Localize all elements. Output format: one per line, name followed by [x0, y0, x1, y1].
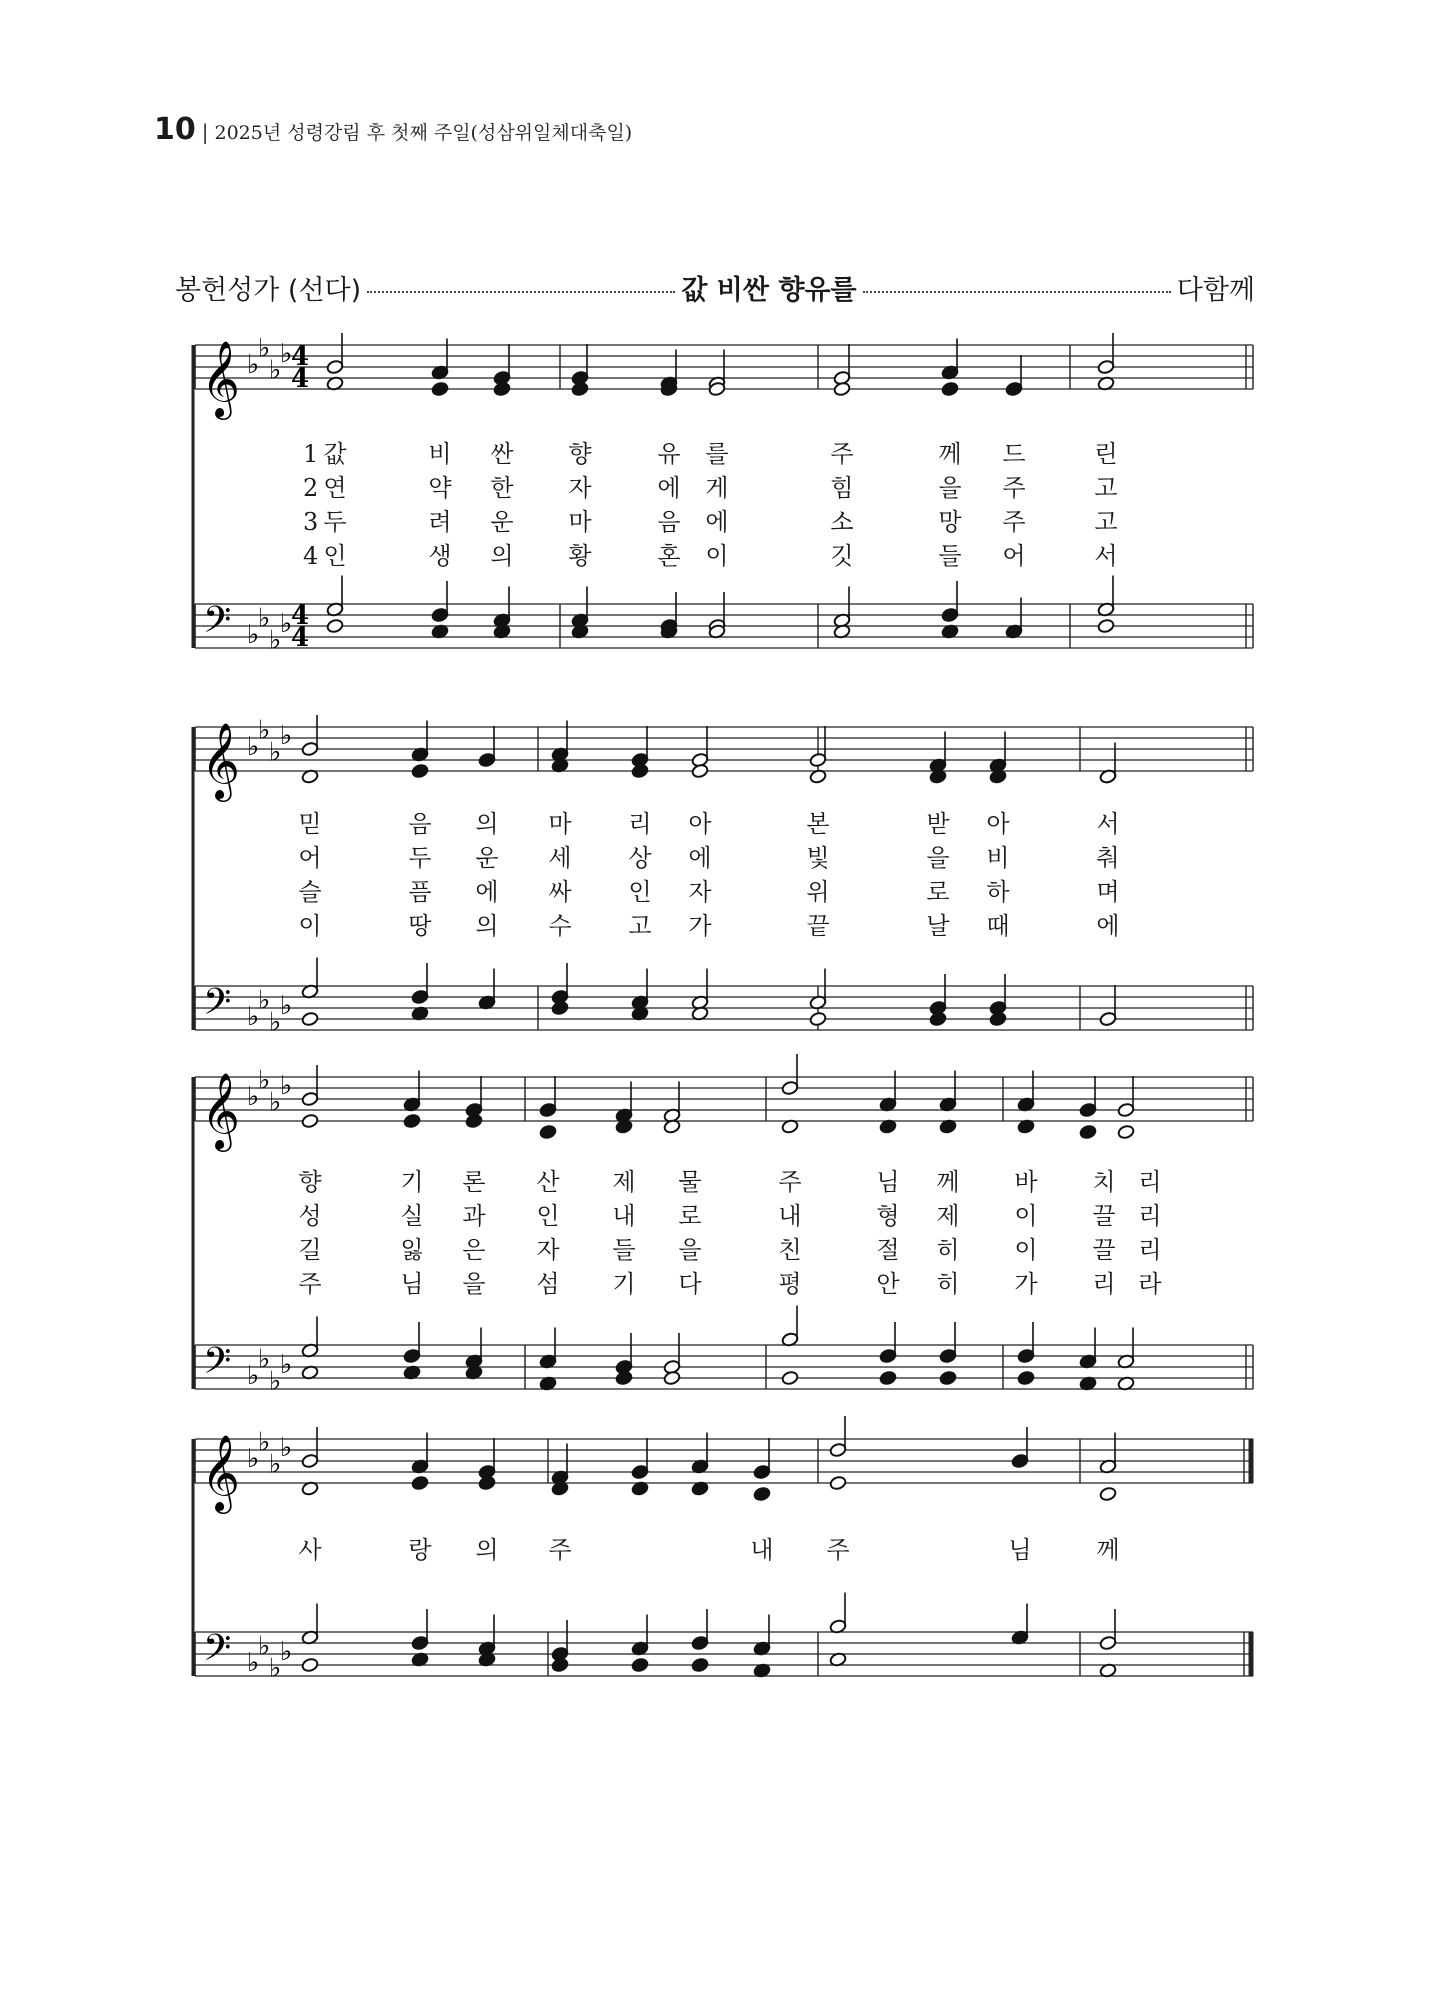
- lyric-syllable: 린: [1094, 440, 1118, 468]
- lyric-syllable: 절: [876, 1236, 900, 1264]
- lyric-syllable: 리: [1138, 1236, 1162, 1264]
- lyric-syllable: 제: [612, 1168, 636, 1196]
- lyric-syllable: 에: [1096, 912, 1120, 940]
- time-signature-numerator: 4: [291, 601, 310, 631]
- lyric-syllable: 길: [298, 1236, 322, 1264]
- lyric-syllable: 실: [400, 1202, 424, 1230]
- lyric-syllable: 히: [936, 1236, 960, 1264]
- hymn-title: 값 비싼 향유를: [681, 275, 857, 306]
- flat-icon: ♭: [258, 1344, 271, 1375]
- flat-icon: ♭: [247, 1361, 260, 1391]
- note: [809, 1011, 827, 1026]
- notehead: [939, 1370, 957, 1385]
- time-signature-numerator: 4: [291, 342, 310, 372]
- lyric-syllable: 한: [490, 474, 514, 502]
- lyric-syllable: 께: [938, 440, 962, 468]
- notehead: [1017, 1370, 1035, 1385]
- note: [478, 1475, 496, 1490]
- lyric-syllable: 의: [475, 1536, 499, 1564]
- notehead: [326, 618, 344, 633]
- flat-icon: ♭: [258, 1427, 271, 1458]
- notehead: [301, 1011, 319, 1026]
- hymn-performer: 다함께: [1176, 275, 1256, 306]
- lyric-syllable: 섬: [536, 1270, 560, 1298]
- notehead: [301, 1657, 319, 1672]
- lyric-syllable: 제: [936, 1202, 960, 1230]
- verse-number: 3: [303, 508, 319, 536]
- lyric-syllable: 이: [1014, 1236, 1038, 1264]
- note: [941, 381, 959, 396]
- lyric-syllable: 치: [1092, 1168, 1116, 1196]
- lyric-syllable: 리: [1138, 1168, 1162, 1196]
- lyric-syllable: 기: [612, 1270, 636, 1298]
- note: [989, 1011, 1007, 1026]
- lyric-syllable: 들: [612, 1236, 636, 1264]
- notehead: [809, 1011, 827, 1026]
- lyric-syllable: 음: [408, 810, 432, 838]
- note: [493, 381, 511, 396]
- flat-icon: ♭: [247, 620, 260, 650]
- notehead: [833, 381, 851, 396]
- lyric-syllable: 소: [830, 508, 854, 536]
- flat-icon: ♭: [247, 1648, 260, 1678]
- lyric-syllable: 힘: [830, 474, 854, 502]
- lyric-syllable: 친: [778, 1236, 802, 1264]
- flat-icon: ♭: [258, 1631, 271, 1662]
- bass-clef-icon: 𝄢: [203, 1627, 232, 1678]
- flat-icon: ♭: [269, 625, 282, 656]
- lyric-syllable: 내: [750, 1536, 774, 1564]
- bass-clef-icon: 𝄢: [203, 981, 232, 1032]
- lyric-syllable: 인: [323, 542, 347, 570]
- flat-icon: ♭: [247, 732, 260, 762]
- lyric-syllable: 에: [657, 474, 681, 502]
- note: [829, 1475, 847, 1490]
- lyric-syllable: 아: [688, 810, 712, 838]
- hymn-section-label: 봉헌성가 (선다): [175, 275, 362, 306]
- verse-number: 2: [303, 474, 319, 502]
- lyric-syllable: 황: [568, 542, 592, 570]
- lyric-syllable: 본: [806, 810, 830, 838]
- note: [631, 763, 649, 778]
- lyric-syllable: 주: [548, 1536, 572, 1564]
- lyric-syllable: 리: [1092, 1270, 1116, 1298]
- lyric-syllable: 받: [926, 810, 950, 838]
- flat-icon: ♭: [280, 1071, 293, 1101]
- header-separator: |: [201, 120, 209, 144]
- note: [1117, 1124, 1135, 1139]
- flat-icon: ♭: [247, 1082, 260, 1112]
- verse-number: 1: [303, 440, 319, 468]
- note: [301, 1011, 319, 1026]
- lyric-syllable: 을: [462, 1270, 486, 1298]
- lyric-syllable: 세: [548, 844, 572, 872]
- flat-icon: ♭: [269, 1449, 282, 1480]
- note: [403, 1113, 421, 1128]
- lyric-syllable: 아: [986, 810, 1010, 838]
- lyric-syllable: 값: [323, 440, 347, 468]
- lyric-syllable: 주: [1002, 474, 1026, 502]
- lyric-syllable: 비: [428, 440, 452, 468]
- lyric-syllable: 다: [678, 1270, 702, 1298]
- treble-staff: [195, 1428, 1253, 1515]
- lyric-syllable: 고: [628, 912, 652, 940]
- lyric-syllable: 끌: [1092, 1202, 1116, 1230]
- notehead: [781, 1370, 799, 1385]
- lyric-syllable: 라: [1138, 1270, 1162, 1298]
- treble-clef-icon: 𝄞: [201, 340, 241, 417]
- treble-clef-icon: 𝄞: [201, 1434, 241, 1511]
- lyric-syllable: 주: [298, 1270, 322, 1298]
- note: [539, 1124, 557, 1139]
- flat-icon: ♭: [258, 1065, 271, 1096]
- notehead: [571, 381, 589, 396]
- lyric-syllable: 기: [400, 1168, 424, 1196]
- note: [663, 1370, 681, 1385]
- lyric-syllable: 가: [1014, 1270, 1038, 1298]
- flat-icon: ♭: [247, 350, 260, 380]
- lyric-syllable: 산: [536, 1168, 560, 1196]
- note: [465, 1113, 483, 1128]
- lyric-syllable: 주: [778, 1168, 802, 1196]
- lyric-syllable: 랑: [408, 1536, 432, 1564]
- notehead: [663, 1370, 681, 1385]
- lyric-syllable: 사: [298, 1536, 322, 1564]
- notehead: [411, 763, 429, 778]
- notehead: [493, 381, 511, 396]
- lyric-syllable: 싼: [490, 440, 514, 468]
- flat-icon: ♭: [269, 1007, 282, 1038]
- flat-icon: ♭: [269, 1653, 282, 1684]
- note: [929, 1011, 947, 1026]
- lyric-syllable: 리: [1138, 1202, 1162, 1230]
- notehead: [929, 1011, 947, 1026]
- lyric-syllable: 로: [926, 878, 950, 906]
- lyric-syllable: 인: [628, 878, 652, 906]
- bass-clef-icon: 𝄢: [203, 1340, 232, 1391]
- lyric-syllable: 고: [1094, 474, 1118, 502]
- lyric-syllable: 주: [830, 440, 854, 468]
- lyric-syllable: 마: [568, 508, 592, 536]
- lyric-syllable: 땅: [408, 912, 432, 940]
- flat-icon: ♭: [258, 333, 271, 364]
- notehead: [465, 1113, 483, 1128]
- lyric-syllable: 평: [778, 1270, 802, 1298]
- lyric-syllable: 서: [1096, 810, 1120, 838]
- lyric-syllable: 안: [876, 1270, 900, 1298]
- lyric-syllable: 주: [1002, 508, 1026, 536]
- header-text: 2025년 성령강림 후 첫째 주일(성삼위일체대축일): [214, 122, 633, 144]
- note: [301, 1657, 319, 1672]
- lyric-syllable: 깃: [830, 542, 854, 570]
- notehead: [691, 1657, 709, 1672]
- lyric-syllable: 혼: [657, 542, 681, 570]
- notehead: [879, 1370, 897, 1385]
- lyric-syllable: 위: [806, 878, 830, 906]
- treble-clef-icon: 𝄞: [201, 1072, 241, 1149]
- lyric-syllable: 이: [1014, 1202, 1038, 1230]
- lyric-syllable: 가: [688, 912, 712, 940]
- lyric-syllable: 서: [1094, 542, 1118, 570]
- note: [326, 618, 344, 633]
- notehead: [411, 1475, 429, 1490]
- lyric-syllable: 자: [688, 878, 712, 906]
- notehead: [631, 763, 649, 778]
- lyric-syllable: 슬: [298, 878, 322, 906]
- lyric-syllable: 형: [876, 1202, 900, 1230]
- flat-icon: ♭: [280, 1350, 293, 1380]
- lyric-syllable: 수: [548, 912, 572, 940]
- note: [615, 1370, 633, 1385]
- lyric-syllable: 의: [475, 912, 499, 940]
- lyric-syllable: 께: [1096, 1536, 1120, 1564]
- lyric-syllable: 춰: [1096, 844, 1120, 872]
- lyric-syllable: 께: [936, 1168, 960, 1196]
- lyric-syllable: 님: [1008, 1536, 1032, 1564]
- notehead: [829, 1475, 847, 1490]
- notehead: [941, 381, 959, 396]
- notehead: [691, 763, 709, 778]
- verse-number: 4: [303, 542, 319, 570]
- lyric-syllable: 향: [298, 1168, 322, 1196]
- lyric-syllable: 성: [298, 1202, 322, 1230]
- lyric-syllable: 을: [938, 474, 962, 502]
- note: [939, 1370, 957, 1385]
- lyric-syllable: 어: [1002, 542, 1026, 570]
- note: [431, 381, 449, 396]
- flat-icon: ♭: [269, 737, 282, 768]
- lyric-syllable: 두: [323, 508, 347, 536]
- lyric-syllable: 에: [705, 508, 729, 536]
- lyric-syllable: 연: [323, 474, 347, 502]
- flat-icon: ♭: [269, 355, 282, 386]
- lyric-syllable: 이: [298, 912, 322, 940]
- lyric-syllable: 약: [428, 474, 452, 502]
- flat-icon: ♭: [280, 991, 293, 1021]
- lyric-syllable: 망: [938, 508, 962, 536]
- lyric-syllable: 마: [548, 810, 572, 838]
- lyric-syllable: 끌: [1092, 1236, 1116, 1264]
- lyric-syllable: 믿: [298, 810, 322, 838]
- lyric-syllable: 날: [926, 912, 950, 940]
- lyric-syllable: 과: [462, 1202, 486, 1230]
- note: [551, 1657, 569, 1672]
- note: [301, 1113, 319, 1128]
- note: [879, 1370, 897, 1385]
- treble-clef-icon: 𝄞: [201, 722, 241, 799]
- note: [753, 1486, 771, 1501]
- lyric-syllable: 두: [408, 844, 432, 872]
- time-signature-denominator: 4: [291, 364, 310, 394]
- lyric-syllable: 를: [705, 440, 729, 468]
- flat-icon: ♭: [280, 339, 293, 369]
- notehead: [403, 1113, 421, 1128]
- note: [1099, 1486, 1117, 1501]
- lyric-syllable: 며: [1096, 878, 1120, 906]
- flat-icon: ♭: [269, 1366, 282, 1397]
- lyric-syllable: 을: [926, 844, 950, 872]
- lyric-syllable: 운: [490, 508, 514, 536]
- bass-staff: [195, 981, 1253, 1038]
- notehead: [539, 1124, 557, 1139]
- notehead: [1099, 1486, 1117, 1501]
- lyric-syllable: 싸: [548, 878, 572, 906]
- lyric-syllable: 비: [986, 844, 1010, 872]
- note: [781, 1370, 799, 1385]
- note: [571, 381, 589, 396]
- lyric-syllable: 내: [612, 1202, 636, 1230]
- note: [1097, 618, 1115, 633]
- bass-staff: [195, 1627, 1253, 1684]
- lyric-syllable: 향: [568, 440, 592, 468]
- lyric-syllable: 의: [475, 810, 499, 838]
- lyric-syllable: 바: [1014, 1168, 1038, 1196]
- lyric-syllable: 드: [1002, 440, 1026, 468]
- lyric-syllable: 상: [628, 844, 652, 872]
- note: [833, 381, 851, 396]
- note: [1017, 1370, 1035, 1385]
- treble-staff: [195, 716, 1253, 803]
- notehead: [1079, 1124, 1097, 1139]
- lyric-syllable: 인: [536, 1202, 560, 1230]
- lyric-syllable: 을: [678, 1236, 702, 1264]
- lyric-syllable: 님: [876, 1168, 900, 1196]
- lyric-syllable: 게: [705, 474, 729, 502]
- lyric-syllable: 끝: [806, 912, 830, 940]
- flat-icon: ♭: [258, 715, 271, 746]
- lyric-syllable: 려: [428, 508, 452, 536]
- lyric-syllable: 빛: [806, 844, 830, 872]
- flat-icon: ♭: [247, 1444, 260, 1474]
- flat-icon: ♭: [258, 603, 271, 634]
- lyric-syllable: 론: [462, 1168, 486, 1196]
- lyric-syllable: 내: [778, 1202, 802, 1230]
- lyric-syllable: 때: [986, 912, 1010, 940]
- flat-icon: ♭: [280, 721, 293, 751]
- lyric-syllable: 의: [490, 542, 514, 570]
- note: [1079, 1124, 1097, 1139]
- notehead: [1117, 1124, 1135, 1139]
- flat-icon: ♭: [280, 1637, 293, 1667]
- note: [691, 1657, 709, 1672]
- lyric-syllable: 자: [568, 474, 592, 502]
- notehead: [989, 1011, 1007, 1026]
- lyric-syllable: 음: [657, 508, 681, 536]
- lyric-syllable: 에: [475, 878, 499, 906]
- flat-icon: ♭: [269, 1087, 282, 1118]
- flat-icon: ♭: [247, 1002, 260, 1032]
- notehead: [1097, 618, 1115, 633]
- lyric-syllable: 님: [400, 1270, 424, 1298]
- note: [691, 763, 709, 778]
- page-number: 10: [154, 112, 196, 147]
- notehead: [551, 1657, 569, 1672]
- lyric-syllable: 유: [657, 440, 681, 468]
- notehead: [301, 1113, 319, 1128]
- lyric-syllable: 잃: [400, 1236, 424, 1264]
- notehead: [615, 1370, 633, 1385]
- flat-icon: ♭: [280, 1433, 293, 1463]
- lyric-syllable: 은: [462, 1236, 486, 1264]
- lyric-syllable: 고: [1094, 508, 1118, 536]
- flat-icon: ♭: [280, 609, 293, 639]
- bass-clef-icon: 𝄢: [203, 599, 232, 650]
- lyric-syllable: 생: [428, 542, 452, 570]
- lyric-syllable: 들: [938, 542, 962, 570]
- note: [551, 1000, 569, 1015]
- lyric-syllable: 운: [475, 844, 499, 872]
- notehead: [431, 381, 449, 396]
- notehead: [478, 1475, 496, 1490]
- time-signature-denominator: 4: [291, 623, 310, 653]
- notehead: [753, 1486, 771, 1501]
- lyric-syllable: 물: [678, 1168, 702, 1196]
- note: [631, 1657, 649, 1672]
- lyric-syllable: 히: [936, 1270, 960, 1298]
- lyric-syllable: 에: [688, 844, 712, 872]
- note: [411, 763, 429, 778]
- lyric-syllable: 자: [536, 1236, 560, 1264]
- lyric-syllable: 이: [705, 542, 729, 570]
- flat-icon: ♭: [258, 985, 271, 1016]
- note: [411, 1475, 429, 1490]
- notehead: [631, 1657, 649, 1672]
- lyric-syllable: 어: [298, 844, 322, 872]
- lyric-syllable: 주: [826, 1536, 850, 1564]
- notehead: [551, 1000, 569, 1015]
- lyric-syllable: 하: [986, 878, 1010, 906]
- lyric-syllable: 픔: [408, 878, 432, 906]
- lyric-syllable: 리: [628, 810, 652, 838]
- lyric-syllable: 로: [678, 1202, 702, 1230]
